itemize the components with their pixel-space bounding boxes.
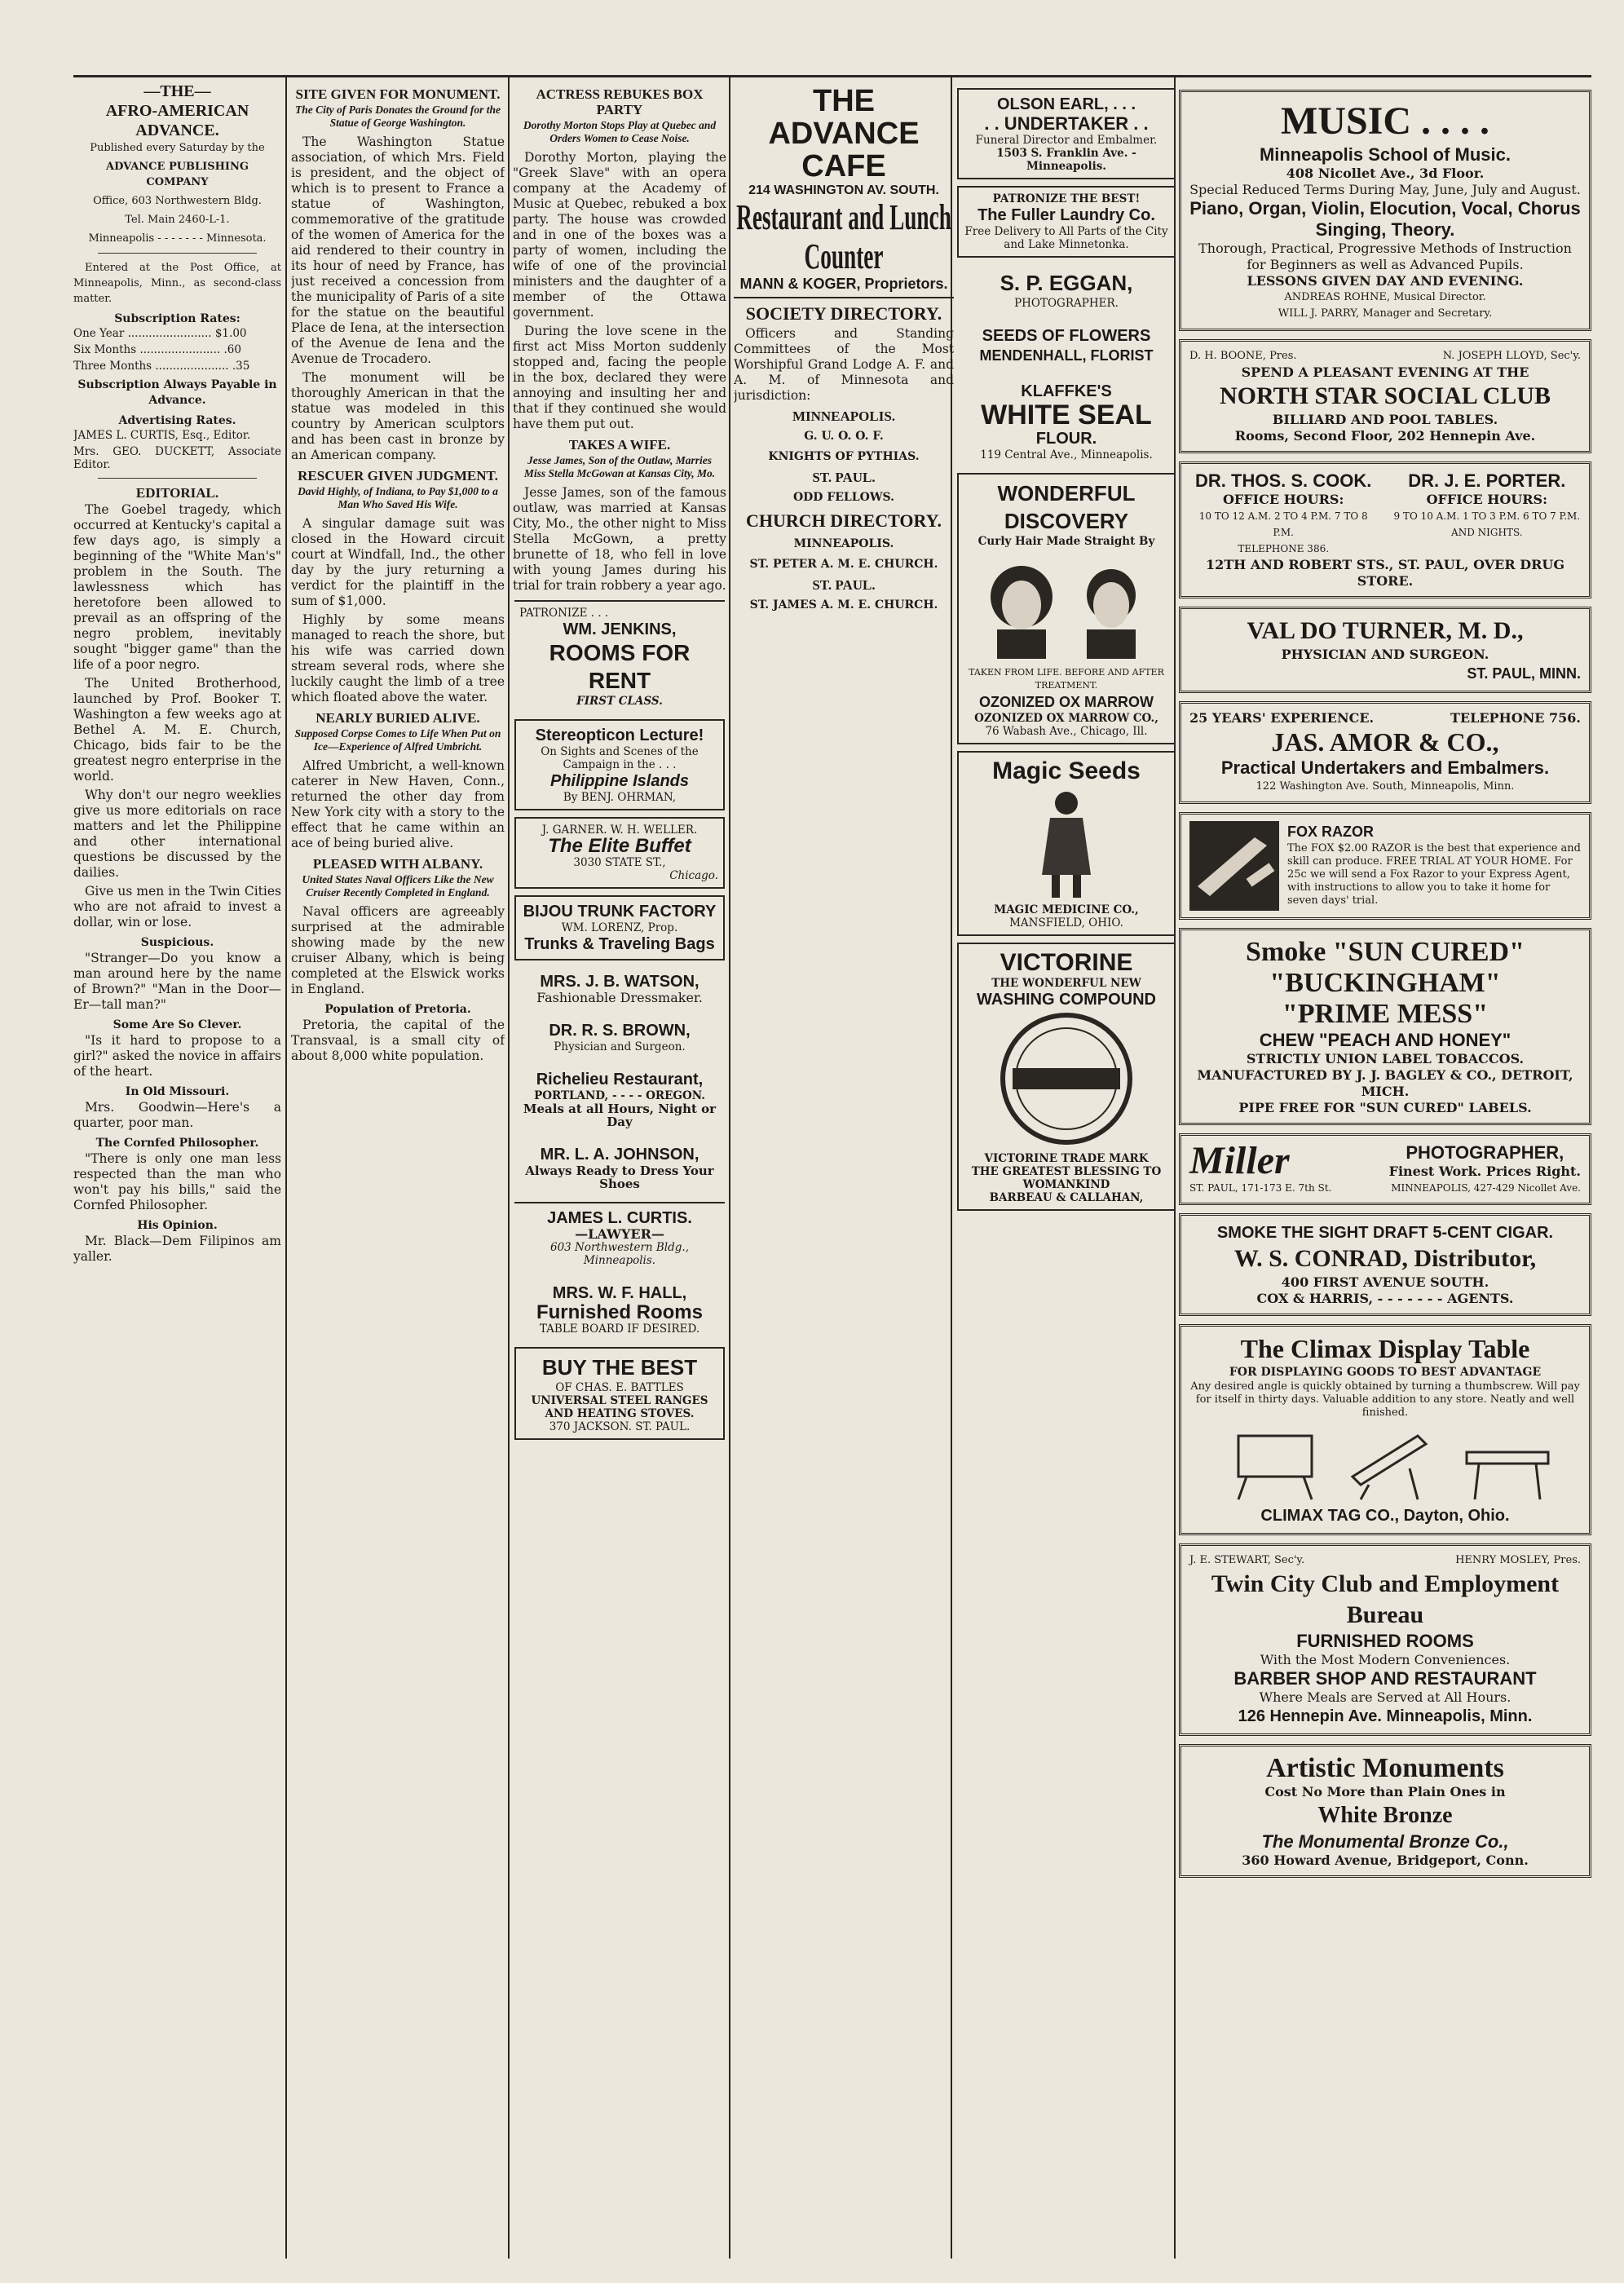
ad-name: Minneapolis School of Music. [1259, 144, 1511, 165]
separator [98, 478, 257, 479]
ad-line: TELEPHONE 756. [1450, 710, 1581, 726]
ad-row [1189, 1139, 1581, 1182]
cook-porter-ad [1179, 461, 1591, 598]
ad-line: Special Reduced Terms During May, June, July and August. [1189, 182, 1581, 197]
before-after-portrait-icon [964, 548, 1168, 662]
article-paragraph: Alfred Umbricht, a well-known caterer in New Haven, Conn., returned the other day from New York city with a story to the effect that he came within an ace of being buried alive. [291, 758, 505, 850]
climax-display-table-ad [1179, 1324, 1591, 1535]
ad-line: 3030 STATE ST., [573, 856, 666, 869]
office-address: Office, 603 Northwestern Bldg. [93, 195, 262, 207]
company-name: ADVANCE PUBLISHING COMPANY [105, 161, 249, 188]
article-heading: His Opinion. [137, 1219, 218, 1232]
monumental-bronze-ad [1179, 1744, 1591, 1878]
article-paragraph: Naval officers are agreeably surprised at the admirable showing made by the new cruiser Albany, which is being completed at the Elswick works in England. [291, 904, 505, 996]
ad-line: Where Meals are Served at All Hours. [1259, 1689, 1511, 1705]
article-paragraph: The monument will be thoroughly American in that the statue was modeled in this country by American sculptors and has been cast in bronze by an American company. [291, 370, 505, 462]
ad-name: DR. THOS. S. COOK. [1195, 470, 1372, 491]
ad-name: Miller [1189, 1139, 1290, 1182]
ad-name: S. P. EGGAN, [1000, 271, 1133, 295]
ad-line [1189, 710, 1581, 726]
ad-line: 1503 S. Franklin Ave. - Minneapolis. [996, 147, 1136, 173]
cafe-address: 214 WASHINGTON AV. SOUTH. [748, 183, 939, 197]
ad-headline: Magic Seeds [992, 757, 1141, 784]
lodge-heading: ODD FELLOWS. [792, 491, 895, 504]
bijou-trunk-ad [514, 895, 725, 960]
fox-razor-ad [1179, 812, 1591, 920]
ad-line: LESSONS GIVEN DAY AND EVENING. [1247, 273, 1524, 289]
ad-headline: The Elite Buffet [548, 835, 691, 857]
ad-headline: "PRIME MESS" [1282, 999, 1489, 1029]
ad-line: 603 Northwestern Bldg., Minneapolis. [549, 1241, 689, 1267]
cafe-title: THE ADVANCE CAFE [768, 84, 920, 183]
ad-line: Any desired angle is quickly obtained by turning a thumbscrew. Will pay for itself in thirty days. Valuable addition to any store. Neatly and well finished. [1190, 1380, 1580, 1419]
ad-line: 9 TO 10 A.M. 1 TO 3 P.M. 6 TO 7 P.M. AND NIGHTS. [1393, 510, 1581, 538]
associate-editor-line: Mrs. GEO. DUCKETT, Associate Editor. [73, 445, 281, 471]
article-paragraph: Highly by some means managed to reach the shore, but his wife was carried down stream several rods, where she luckily caught the limb of a tree which floated above the water. [291, 612, 505, 704]
article-heading: Some Are So Clever. [113, 1018, 242, 1031]
article-paragraph: Pretoria, the capital of the Transvaal, is a small city of about 8,000 white population. [291, 1018, 505, 1063]
ad-line: PHOTOGRAPHER. [1014, 297, 1119, 310]
column-5 [955, 82, 1177, 2259]
mendenhall-ad [957, 321, 1176, 370]
ad-headline: CHEW "PEACH AND HONEY" [1259, 1030, 1511, 1050]
ad-headline: Philippine Islands [549, 772, 690, 790]
elite-buffet-ad [514, 817, 725, 889]
ad-line [1189, 348, 1581, 364]
victorine-ad [957, 943, 1176, 1211]
church-heading: ST. PETER A. M. E. CHURCH. [749, 558, 938, 571]
ad-headline: Practical Undertakers and Embalmers. [1220, 757, 1550, 778]
ad-line: UNIVERSAL STEEL RANGES AND HEATING STOVES. [531, 1394, 708, 1420]
curtis-lawyer-ad [514, 1202, 725, 1272]
masthead-advance: ADVANCE. [135, 121, 219, 139]
ad-line: FOR DISPLAYING GOODS TO BEST ADVANTAGE [1229, 1366, 1542, 1379]
article-heading: Population of Pretoria. [324, 1003, 471, 1016]
ad-line: OFFICE HOURS: [1426, 492, 1547, 507]
ad-headline: FOX RAZOR [1287, 824, 1374, 840]
ad-line: COX & HARRIS, - - - - - - - AGENTS. [1256, 1291, 1514, 1306]
article-paragraph: Why don't our negro weeklies give us more editorials on race matters and let the Philippine and other international questions be discussed by the dailies. [73, 788, 281, 880]
ad-name: JAMES L. CURTIS. [547, 1209, 692, 1227]
ad-headline: The Fuller Laundry Co. [977, 206, 1155, 224]
ad-line: Physician and Surgeon. [554, 1040, 686, 1053]
fuller-laundry-ad [957, 186, 1176, 258]
article-paragraph: The Goebel tragedy, which occurred at Kentucky's capital a few days ago, is simply a beginning of the "White Man's" problem in the South. The lawlessness which has heretofore been allowed to prevail as an offspring of the negro problem, inevitably sought "bigger game" than the life of a poor negro. [73, 502, 281, 672]
ad-line: THE GREATEST BLESSING TO WOMANKIND [971, 1165, 1162, 1191]
ad-line: OFFICE HOURS: [1222, 492, 1344, 507]
ad-name: VAL DO TURNER, M. D., [1247, 617, 1524, 644]
section-heading: SOCIETY DIRECTORY. [745, 303, 942, 324]
sower-figure-icon [1017, 785, 1115, 899]
section-heading: ST. PAUL. [812, 470, 876, 485]
ad-name: DR. J. E. PORTER. [1408, 470, 1566, 491]
published-line: Published every Saturday by the [90, 142, 265, 154]
church-heading: ST. JAMES A. M. E. CHURCH. [749, 598, 938, 612]
telephone: Tel. Main 2460-L-1. [125, 214, 230, 226]
ad-line: PATRONIZE THE BEST! [992, 192, 1141, 205]
ad-line: BILLIARD AND POOL TABLES. [1272, 412, 1498, 427]
column-6 [1179, 82, 1591, 2259]
ad-line: ST. PAUL, MINN. [1467, 665, 1581, 682]
ad-cell [1287, 821, 1581, 911]
article-paragraph: Mrs. Goodwin—Here's a quarter, poor man. [73, 1100, 281, 1130]
ad-headline: "BUCKINGHAM" [1269, 968, 1501, 998]
ad-row [1189, 470, 1581, 557]
article-paragraph: During the love scene in the first act Miss Morton suddenly stopped and, facing the people in the box, declared they were annoying and insulting her and that if they continued she would have them put out. [513, 324, 726, 431]
ad-line [1189, 1180, 1581, 1196]
ad-name: MENDENHALL, FLORIST [979, 347, 1154, 364]
ad-line: MANSFIELD, OHIO. [1009, 916, 1123, 930]
article-paragraph: Mr. Black—Dem Filipinos am yaller. [73, 1234, 281, 1264]
ad-cell [1393, 470, 1581, 557]
article-heading: SITE GIVEN FOR MONUMENT. [295, 86, 501, 102]
column-3 [513, 82, 726, 2259]
ad-headline: WHITE SEAL [981, 400, 1152, 431]
ad-line: PATRONIZE . . . [519, 607, 609, 620]
section-heading: MINNEAPOLIS. [792, 408, 896, 424]
ad-headline: VICTORINE [1000, 949, 1133, 976]
ad-line: Funeral Director and Embalmer. [975, 134, 1158, 147]
ad-line: ANDREAS ROHNE, Musical Director. [1284, 291, 1486, 303]
hall-ad [514, 1278, 725, 1340]
ad-line: J. GARNER. W. H. WELLER. [541, 824, 698, 837]
ad-line: Cost No More than Plain Ones in [1264, 1784, 1506, 1799]
rate-row: One Year ........................ $1.00 [73, 327, 247, 340]
conrad-cigar-ad [1179, 1213, 1591, 1316]
article-subheading: David Highly, of Indiana, to Pay $1,000 to a Man Who Saved His Wife. [298, 485, 498, 510]
article-paragraph: "There is only one man less respected than the man who won't pay his bills," said the Cornfed Philosopher. [73, 1151, 281, 1212]
section-heading: ST. PAUL. [812, 577, 876, 593]
battles-ad [514, 1347, 725, 1440]
ad-line: WILL J. PARRY, Manager and Secretary. [1278, 307, 1493, 320]
ad-line: With the Most Modern Conveniences. [1260, 1652, 1511, 1667]
music-school-ad [1179, 90, 1591, 331]
ad-line: OF CHAS. E. BATTLES [555, 1381, 684, 1394]
cafe-subtitle: Restaurant and Lunch Counter [736, 197, 951, 276]
article-paragraph: Jesse James, son of the famous outlaw, was married at Kansas City, Mo., the other night to Miss Stella McGown, a pretty brunette of 18, who fell in love with young James during his trial for train robbery a year ago. [513, 485, 726, 593]
ad-headline: SEEDS OF FLOWERS [982, 327, 1151, 345]
ad-line: Curly Hair Made Straight By [977, 535, 1155, 548]
article-subheading: Dorothy Morton Stops Play at Quebec and Orders Women to Cease Noise. [523, 119, 717, 144]
ad-line: —LAWYER— [575, 1226, 664, 1242]
article-paragraph: Dorothy Morton, playing the "Greek Slave" with an opera company at the Academy of Music at Quebec, rebuked a box party. The house was crowded and in one of the boxes was a party of women, including the wife of one of the provincial ministers and the daughter of a member of the Ottawa government. [513, 150, 726, 320]
ad-line: TELEPHONE 386. [1238, 543, 1330, 554]
article-heading: RESCUER GIVEN JUDGMENT. [298, 468, 498, 484]
entered-line: Entered at the Post Office, at Minneapolis, Minn., as second-class matter. [73, 262, 281, 305]
ad-line: WM. LORENZ, Prop. [561, 921, 678, 934]
article-subheading: United States Naval Officers Like the New Cruiser Recently Completed in England. [302, 873, 494, 899]
klaffke-ad [957, 377, 1176, 466]
masthead-name: AFRO-AMERICAN [105, 102, 249, 120]
ad-headline: ROOMS FOR RENT [549, 640, 691, 693]
column-1 [73, 82, 281, 2259]
article-paragraph: Give us men in the Twin Cities who are not afraid to invest a dollar, win or lose. [73, 884, 281, 930]
ad-line: The FOX $2.00 RAZOR is the best that experience and skill can produce. FREE TRIAL AT YOUR HOME. For 25c we will send a Fox Razor to your Express Agent, with instructions to allow you to take it home for seven days' trial. [1287, 842, 1582, 907]
ad-headline: Trunks & Traveling Bags [524, 935, 715, 953]
lodge-heading: MINNEAPOLIS. [793, 537, 894, 550]
ad-headline: . . UNDERTAKER . . [984, 113, 1149, 134]
ad-line: By BENJ. OHRMAN, [563, 791, 677, 804]
article-heading: PLEASED WITH ALBANY. [312, 856, 483, 872]
ad-line: 12TH AND ROBERT STS., ST. PAUL, OVER DRUG STORE. [1205, 557, 1565, 589]
cafe-proprietors: MANN & KOGER, Proprietors. [739, 276, 948, 292]
ad-headline: DISCOVERY [1004, 509, 1129, 533]
richelieu-ad [514, 1065, 725, 1133]
brown-ad [514, 1016, 725, 1058]
ad-headline: Richelieu Restaurant, [536, 1071, 704, 1089]
ad-line: Thorough, Practical, Progressive Methods of Instruction for Beginners as well as Advanced Pupils. [1198, 241, 1572, 272]
ad-headline: SMOKE THE SIGHT DRAFT 5-CENT CIGAR. [1216, 1224, 1554, 1242]
ad-line: 122 Washington Ave. South, Minneapolis, Minn. [1256, 780, 1515, 793]
ad-line: Fashionable Dressmaker. [536, 990, 703, 1005]
article-subheading: The City of Paris Donates the Ground for the Statue of George Washington. [294, 104, 501, 129]
rate-row: Six Months ....................... .60 [73, 343, 241, 356]
ad-headline: Smoke "SUN CURED" [1246, 937, 1525, 967]
masthead-the: —THE— [143, 82, 211, 100]
ad-headline: The Climax Display Table [1240, 1334, 1530, 1363]
ad-headline: NORTH STAR SOCIAL CLUB [1220, 382, 1551, 409]
display-table-icon [1206, 1420, 1564, 1501]
payable-heading: Subscription Always Payable in Advance. [77, 378, 277, 407]
ad-line: TAKEN FROM LIFE. BEFORE AND AFTER TREATMENT. [969, 667, 1164, 691]
ad-name: The Monumental Bronze Co., [1261, 1831, 1509, 1852]
lodge-heading: G. U. O. O. F. [804, 430, 884, 443]
ad-line: MAGIC MEDICINE CO., [994, 903, 1139, 916]
advertising-heading: Advertising Rates. [118, 414, 236, 427]
masthead [73, 82, 281, 140]
watson-ad [514, 967, 725, 1009]
ad-headline: WONDERFUL [997, 481, 1136, 506]
ad-line: 25 YEARS' EXPERIENCE. [1189, 710, 1375, 726]
top-rule [73, 75, 1591, 77]
article-heading: ACTRESS REBUKES BOX PARTY [536, 86, 704, 117]
magic-seeds-ad [957, 751, 1176, 936]
ad-line: MANUFACTURED BY J. J. BAGLEY & CO., DETROIT, MICH. [1197, 1067, 1573, 1099]
ad-cell [1189, 470, 1377, 557]
ox-marrow-ad [957, 473, 1176, 744]
ad-line: OZONIZED OX MARROW CO., [974, 712, 1158, 725]
ad-line: ST. PAUL, 171-173 E. 7th St. [1189, 1182, 1332, 1194]
ad-line: 360 Howard Avenue, Bridgeport, Conn. [1242, 1852, 1529, 1868]
ad-headline: BARBER SHOP AND RESTAURANT [1233, 1668, 1537, 1689]
ad-headline: Piano, Organ, Violin, Elocution, Vocal, Chorus Singing, Theory. [1189, 198, 1581, 240]
johnson-ad [514, 1140, 725, 1195]
ad-headline: Twin City Club and Employment Bureau [1211, 1570, 1560, 1628]
ad-headline: Artistic Monuments [1266, 1753, 1504, 1783]
ad-name: MRS. W. F. HALL, [552, 1284, 687, 1302]
column-4 [734, 82, 954, 2259]
ad-line: 370 JACKSON. ST. PAUL. [549, 1420, 691, 1433]
ad-line: On Sights and Scenes of the Campaign in the . . . [541, 745, 699, 771]
rates-heading: Subscription Rates: [114, 312, 241, 325]
ad-headline: OZONIZED OX MARROW [979, 694, 1154, 710]
ad-line: FIRST CLASS. [576, 695, 663, 708]
article-paragraph: The Washington Statue association, of which Mrs. Field is president, and the object of which is to present to France a statue of Washington, commemorative of the gratitude of the women of America for the aid rendered to their country in its hour of need by France, has just received a concession from the municipality of Paris of a site for the statue on the beautiful Place de Iena, at the intersection of the Avenue de Iena and the Avenue de Trocadero. [291, 135, 505, 366]
ad-headline: BUY THE BEST [541, 1355, 698, 1380]
ad-line: HENRY MOSLEY, Pres. [1455, 1554, 1581, 1566]
separator [98, 253, 257, 254]
article-paragraph: The United Brotherhood, launched by Prof. Booker T. Washington a few weeks ago at Bethel A. M. E. Church, Chicago, bids fair to be the greatest negro enterprise in the world. [73, 676, 281, 784]
twin-city-club-ad [1179, 1543, 1591, 1736]
ad-headline: FURNISHED ROOMS [1296, 1631, 1474, 1651]
turner-ad [1179, 607, 1591, 693]
razor-icon [1189, 821, 1279, 911]
article-heading: The Cornfed Philosopher. [95, 1137, 259, 1150]
ad-line: 10 TO 12 A.M. 2 TO 4 P.M. 7 TO 8 P.M. [1198, 510, 1368, 538]
ad-name: OLSON EARL, . . . [996, 95, 1136, 113]
ad-line: Chicago. [669, 869, 718, 882]
sun-cured-tobacco-ad [1179, 928, 1591, 1125]
ad-name: MR. L. A. JOHNSON, [540, 1146, 699, 1164]
editorial-heading: EDITORIAL. [135, 485, 219, 501]
ad-line: PORTLAND, - - - - OREGON. [534, 1089, 705, 1102]
ad-line: 400 FIRST AVENUE SOUTH. [1281, 1274, 1489, 1290]
olson-undertaker-ad [957, 88, 1176, 179]
article-paragraph: "Stranger—Do you know a man around here by the name of Brown?" "Man in the Door—Er—tall man?" [73, 951, 281, 1012]
ad-line: Meals at all Hours, Night or Day [523, 1102, 717, 1129]
column-2 [291, 82, 505, 2259]
ad-line: Always Ready to Dress Your Shoes [525, 1164, 714, 1191]
ad-line: Rooms, Second Floor, 202 Hennepin Ave. [1234, 428, 1536, 444]
victorine-trademark-icon [985, 1009, 1148, 1148]
ad-name: DR. R. S. BROWN, [549, 1022, 691, 1040]
column-rule [729, 77, 730, 2259]
ad-line: SPEND A PLEASANT EVENING AT THE [1241, 364, 1529, 380]
north-star-club-ad [1179, 339, 1591, 453]
ad-line: VICTORINE TRADE MARK [984, 1152, 1149, 1165]
ad-name: CLIMAX TAG CO., Dayton, Ohio. [1260, 1507, 1510, 1525]
column-rule [508, 77, 510, 2259]
editor-line: JAMES L. CURTIS, Esq., Editor. [73, 429, 251, 442]
article-paragraph: "Is it hard to propose to a girl?" asked the novice in affairs of the heart. [73, 1033, 281, 1079]
article-paragraph: A singular damage suit was closed in the Howard circuit court at Windfall, Ind., the other day by the jury returning a verdict for the plaintiff in the sum of $1,000. [291, 516, 505, 608]
ad-line: Finest Work. Prices Right. [1388, 1164, 1581, 1179]
article-heading: NEARLY BURIED ALIVE. [316, 710, 480, 726]
ad-cell [1389, 1142, 1581, 1180]
ad-headline: Stereopticon Lecture! [535, 726, 704, 744]
eggan-ad [957, 264, 1176, 315]
ad-name: MRS. J. B. WATSON, [540, 973, 699, 991]
ad-headline: MUSIC . . . . [1280, 99, 1489, 143]
article-subheading: Jesse James, Son of the Outlaw, Marries Miss Stella McGowan at Kansas City, Mo. [523, 454, 716, 479]
ad-headline: Furnished Rooms [536, 1301, 703, 1323]
directory-paragraph: Officers and Standing Committees of the Most Worshipful Grand Lodge A. F. and A. M. of Minnesota and jurisdiction: [734, 326, 954, 403]
ad-line: N. JOSEPH LLOYD, Sec'y. [1442, 350, 1581, 362]
rate-row: Three Months ..................... .35 [73, 360, 250, 373]
ad-line: 408 Nicollet Ave., 3d Floor. [1286, 166, 1485, 181]
separator [734, 297, 954, 298]
ad-headline: PHOTOGRAPHER, [1406, 1142, 1564, 1163]
lodge-heading: KNIGHTS OF PYTHIAS. [768, 450, 920, 463]
ad-line: 119 Central Ave., Minneapolis. [980, 448, 1153, 461]
ad-name: WM. JENKINS, [563, 620, 677, 638]
ad-line: D. H. BOONE, Pres. [1189, 350, 1297, 362]
section-heading: CHURCH DIRECTORY. [745, 510, 942, 531]
column-rule [285, 77, 287, 2259]
ad-headline: White Bronze [1317, 1803, 1453, 1828]
stereopticon-ad [514, 719, 725, 810]
amor-undertakers-ad [1179, 701, 1591, 804]
ad-headline: WASHING COMPOUND [977, 991, 1156, 1009]
ad-line [1189, 1552, 1581, 1569]
ad-line: Free Delivery to All Parts of the City and Lake Minnetonka. [964, 225, 1168, 251]
article-heading: Suspicious. [140, 936, 214, 949]
ad-headline: BIJOU TRUNK FACTORY [523, 903, 717, 921]
jenkins-ad [514, 600, 725, 713]
ad-line: FLOUR. [1035, 430, 1097, 448]
ad-line: TABLE BOARD IF DESIRED. [539, 1323, 700, 1336]
ad-line: 76 Wabash Ave., Chicago, Ill. [985, 725, 1148, 738]
ad-name: W. S. CONRAD, Distributor, [1233, 1245, 1537, 1272]
ad-line: J. E. STEWART, Sec'y. [1189, 1554, 1305, 1566]
ad-line: 126 Hennepin Ave. Minneapolis, Minn. [1238, 1707, 1533, 1725]
ad-line: PHYSICIAN AND SURGEON. [1281, 647, 1489, 662]
ad-line: PIPE FREE FOR "SUN CURED" LABELS. [1238, 1100, 1532, 1115]
ad-line: MINNEAPOLIS, 427-429 Nicollet Ave. [1391, 1182, 1581, 1194]
ad-line: THE WONDERFUL NEW [991, 977, 1141, 990]
ad-name: KLAFFKE'S [1021, 382, 1112, 400]
article-heading: TAKES A WIFE. [568, 437, 671, 453]
ad-name: JAS. AMOR & CO., [1271, 727, 1499, 757]
city-line: Minneapolis - - - - - - - Minnesota. [88, 232, 267, 245]
article-subheading: Supposed Corpse Comes to Life When Put on Ice—Experience of Alfred Umbricht. [294, 727, 501, 753]
ad-line: STRICTLY UNION LABEL TOBACCOS. [1246, 1051, 1525, 1066]
ad-line: BARBEAU & CALLAHAN, [989, 1191, 1144, 1204]
miller-photographer-ad [1179, 1133, 1591, 1205]
article-heading: In Old Missouri. [125, 1085, 230, 1098]
